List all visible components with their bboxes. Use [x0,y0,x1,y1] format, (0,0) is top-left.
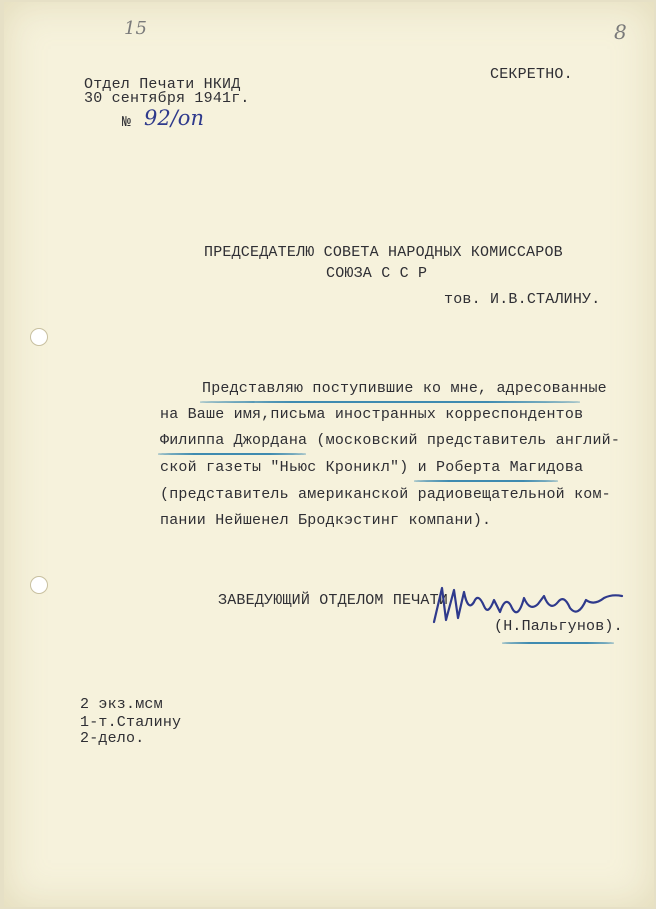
distribution-line: 1-т.Сталину [80,714,182,731]
signature-title: ЗАВЕДУЮЩИЙ ОТДЕЛОМ ПЕЧАТИ [218,592,449,609]
department-line: Отдел Печати НКИД [84,76,241,93]
body-line: на Ваше имя,письма иностранных корреспондентов [160,406,584,423]
pencil-underline [200,401,580,403]
punch-hole [30,576,48,594]
signatory-name: (Н.Пальгунов). [494,618,623,635]
addressee-line-1: ПРЕДСЕДАТЕЛЮ СОВЕТА НАРОДНЫХ КОМИССАРОВ [204,244,563,261]
distribution-line: 2 экз.мсм [80,696,163,713]
date-line: 30 сентября 1941г. [84,90,250,107]
pencil-underline [158,453,306,455]
pencil-number-mark: 15 [124,18,147,39]
pencil-underline [414,480,558,482]
handwritten-document-number: 92/оп [144,106,204,130]
number-prefix: № [122,114,132,131]
body-line: (представитель американской радиовещательной ком- [160,486,611,503]
addressee-line-2: СОЮЗА С С Р [326,265,428,282]
pencil-underline [502,642,614,644]
body-line: Филиппа Джордана (московский представитель англий- [160,432,621,449]
addressee-line-3: тов. И.В.СТАЛИНУ. [444,291,601,308]
document-page [4,2,654,907]
distribution-line: 2-дело. [80,730,145,747]
body-line: пании Нейшенел Бродкэстинг компани). [160,512,492,529]
body-line: ской газеты "Ньюс Кроникл") и Роберта Магидова [160,459,584,476]
body-line: Представляю поступившие ко мне, адресованные [202,380,607,397]
page-number-mark: 8 [614,20,627,44]
classification-mark: СЕКРЕТНО. [490,66,573,83]
punch-hole [30,328,48,346]
